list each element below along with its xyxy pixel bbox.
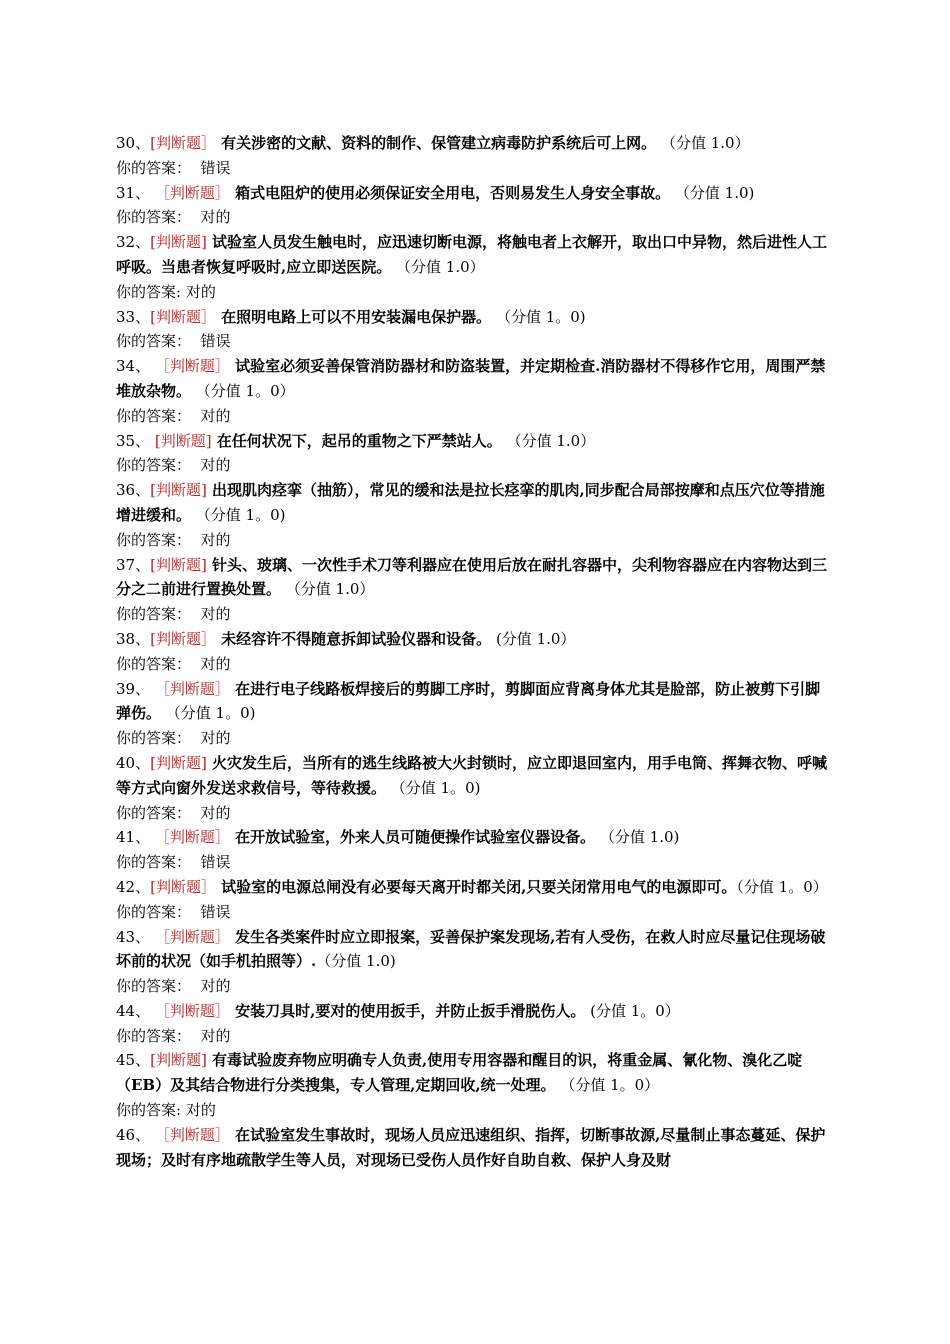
answer-line: 你的答案： 对的 [116, 977, 231, 996]
question-number: 32、 [116, 233, 151, 252]
question-number: 37、 [116, 555, 151, 574]
question-number: 38、 [116, 629, 151, 648]
question-text: 在照明电路上可以不用安装漏电保护器。 [215, 307, 492, 326]
question-5 [116, 429, 828, 454]
question-8 [116, 627, 828, 652]
question-score: （分值 1。0） [736, 877, 828, 896]
question-number: 35、 [116, 431, 155, 450]
question-text: 火灾发生后，当所有的逃生线路被大火封锁时，应立即退回室内，用手电筒、挥舞衣物、呼喊等方式向窗外发送求救信号，等待救援。 [116, 753, 828, 797]
question-text: 针头、玻璃、一次性手术刀等利器应在使用后放在耐扎容器中，尖利物容器应在内容物达到三分之二前进行置换处置。 [116, 555, 828, 599]
question-score: （分值 1。0） [555, 1076, 660, 1095]
question-type-tag: [判断题］ [150, 134, 216, 152]
answer-line: 你的答案： 对的 [116, 605, 231, 624]
question-text: 未经容许不得随意拆卸试验仪器和设备。 [215, 629, 492, 648]
question-score: (分值 1。0） [585, 1001, 680, 1020]
question-type-tag: ［判断题］ [154, 679, 230, 698]
question-number: 33、 [116, 307, 151, 326]
answer-line: 你的答案： 对的 [116, 406, 231, 425]
question-16 [116, 1123, 828, 1173]
answer-line: 你的答案: 对的 [116, 282, 216, 301]
question-13 [116, 925, 828, 975]
question-text: 在开放试验室，外来人员可随便操作试验室仪器设备。 [229, 828, 596, 847]
question-type-tag: [判断题] [150, 233, 207, 252]
question-score: （分值 1。0) [161, 704, 256, 723]
question-text: 发生各类案件时应立即报案，妥善保护案发现场,若有人受伤，在救人时应尽量记住现场破坏前的状况（如手机拍照等）. [116, 927, 826, 971]
question-1 [116, 181, 828, 206]
answer-line: 你的答案： 错误 [116, 332, 231, 351]
answer-line: 你的答案： 错误 [116, 902, 231, 921]
question-type-tag: ［判断题］ [154, 828, 230, 847]
question-text: 试验室必须妥善保管消防器材和防盗装置，并定期检查.消防器材不得移作它用，周围严禁堆放杂物。 [116, 357, 826, 400]
question-text: 在进行电子线路板焊接后的剪脚工序时，剪脚面应背离身体尤其是脸部，防止被剪下引脚弹伤。 [116, 679, 821, 723]
question-number: 31、 [116, 183, 155, 202]
question-type-tag: ［判断题］ [154, 927, 230, 946]
question-10 [116, 751, 828, 801]
question-number: 34、 [116, 357, 155, 376]
question-15 [116, 1048, 828, 1098]
question-score: （分值 1.0) [670, 183, 755, 202]
question-number: 39、 [116, 679, 155, 698]
question-type-tag: ［判断题］ [154, 183, 230, 202]
question-score: （分值 1.0) [595, 828, 680, 847]
answer-line: 你的答案： 对的 [116, 208, 231, 227]
question-number: 40、 [116, 753, 151, 772]
question-text: 试验室人员发生触电时，应迅速切断电源，将触电者上衣解开，取出口中异物，然后进性人工呼吸。当患者恢复呼吸时,应立即送医院。 [116, 233, 828, 276]
question-number: 46、 [116, 1125, 155, 1144]
question-type-tag: ［判断题］ [154, 1001, 230, 1020]
question-number: 41、 [116, 828, 155, 847]
question-score: （分值 1。0) [191, 505, 286, 524]
question-text: 出现肌肉痉挛（抽筋），常见的缓和法是拉长痉挛的肌肉,同步配合局部按摩和点压穴位等措施增进缓和。 [116, 481, 825, 524]
question-score: （分值 1。0) [386, 778, 481, 797]
question-type-tag: [判断题] [154, 431, 212, 450]
question-text: 在任何状况下，起吊的重物之下严禁站人。 [211, 431, 502, 450]
question-score: （分值 1.0) [316, 952, 396, 971]
question-score: (分值 1.0） [491, 629, 576, 648]
question-type-tag: [判断题] [150, 481, 207, 500]
answer-line: 你的答案： 对的 [116, 729, 231, 748]
question-type-tag: ［判断题］ [154, 357, 230, 376]
question-6 [116, 478, 828, 528]
answer-line: 你的答案： 对的 [116, 654, 231, 673]
question-text: 在试验室发生事故时，现场人员应迅速组织、指挥，切断事故源,尽量制止事态蔓延、保护现场；及时有序地疏散学生等人员，对现场已受伤人员作好自助自救、保护人身及财 [116, 1125, 826, 1169]
question-type-tag: [判断题］ [150, 877, 216, 896]
answer-line: 你的答案： 错误 [116, 853, 231, 872]
question-number: 42、 [116, 877, 151, 896]
question-score: （分值 1。0） [191, 381, 295, 400]
question-score: （分值 1。0) [491, 307, 586, 326]
question-score: （分值 1.0） [391, 257, 485, 276]
question-7 [116, 553, 828, 603]
question-type-tag: [判断题] [150, 1051, 207, 1070]
question-9 [116, 677, 828, 727]
answer-line: 你的答案： 对的 [116, 803, 231, 822]
question-score: （分值 1.0） [656, 134, 750, 152]
question-3 [116, 305, 828, 330]
question-11 [116, 825, 828, 850]
question-2 [116, 230, 828, 280]
question-score: （分值 1.0） [501, 431, 596, 450]
question-type-tag: [判断题] [150, 753, 207, 772]
question-type-tag: [判断题］ [150, 307, 216, 326]
answer-line: 你的答案： 错误 [116, 158, 231, 177]
question-text: 有毒试验废弃物应明确专人负责,使用专用容器和醒目的识，将重金属、氰化物、溴化乙啶（EB）及其结合物进行分类搜集，专人管理,定期回收,统一处理。 [116, 1051, 803, 1095]
answer-line: 你的答案： 对的 [116, 530, 231, 549]
question-text: 有关涉密的文献、资料的制作、保管建立病毒防护系统后可上网。 [215, 134, 657, 152]
question-number: 30、 [116, 134, 151, 152]
question-type-tag: ［判断题］ [154, 1125, 230, 1144]
question-type-tag: [判断题] [150, 555, 207, 574]
question-score: （分值 1.0） [281, 580, 375, 599]
question-number: 43、 [116, 927, 155, 946]
question-0 [116, 131, 828, 156]
question-number: 44、 [116, 1001, 155, 1020]
question-type-tag: [判断题］ [150, 629, 216, 648]
answer-line: 你的答案： 对的 [116, 456, 231, 475]
question-text: 试验室的电源总闸没有必要每天离开时都关闭,只要关闭常用电气的电源即可。 [215, 877, 737, 896]
document-page [116, 131, 828, 1172]
question-4 [116, 354, 828, 404]
question-number: 36、 [116, 481, 151, 500]
question-text: 箱式电阻炉的使用必须保证安全用电，否则易发生人身安全事故。 [229, 183, 671, 202]
question-12 [116, 875, 828, 900]
question-number: 45、 [116, 1051, 151, 1070]
answer-line: 你的答案: 对的 [116, 1101, 216, 1120]
question-14 [116, 999, 828, 1024]
answer-line: 你的答案： 对的 [116, 1026, 231, 1045]
question-text: 安装刀具时,要对的使用扳手，并防止扳手滑脱伤人。 [229, 1001, 586, 1020]
